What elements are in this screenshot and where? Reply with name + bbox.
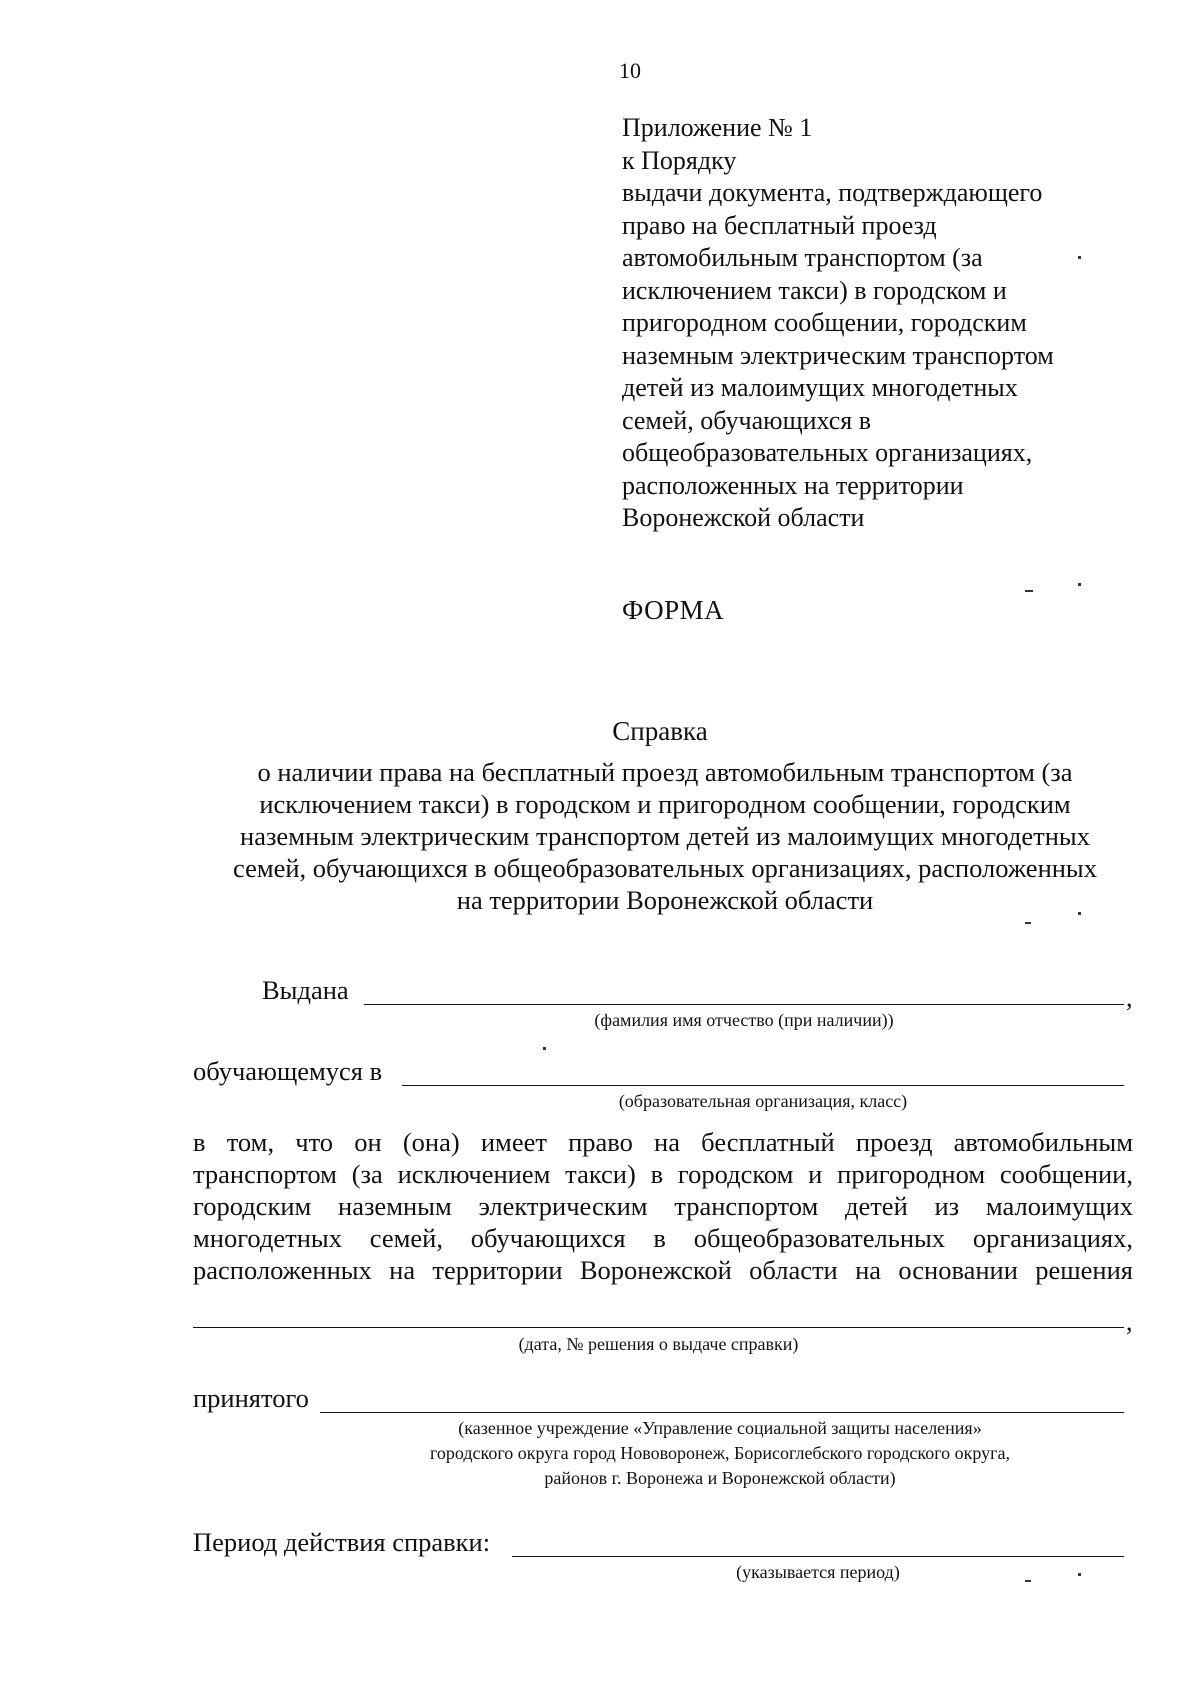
student-at-caption: (образовательная организация, класс) xyxy=(618,1091,908,1111)
page-number: 10 xyxy=(619,58,641,83)
issued-to-comma: , xyxy=(1126,983,1133,1012)
body-line: расположенных на территории Воронежской области на основании решения xyxy=(193,1255,1133,1285)
appendix-line: наземным электрическим транспортом xyxy=(622,340,1054,370)
subtitle-line: семей, обучающихся в общеобразовательных организациях, расположенных xyxy=(232,853,1097,883)
scan-speck xyxy=(1078,912,1081,915)
appendix-line: Приложение № 1 xyxy=(622,113,813,142)
appendix-line: выдачи документа, подтверждающего xyxy=(622,178,1043,207)
subtitle-line: наземным электрическим транспортом детей из малоимущих многодетных xyxy=(240,821,1090,851)
scan-speck xyxy=(1025,1580,1031,1582)
appendix-line: право на бесплатный проезд xyxy=(622,210,937,240)
body-line: в том, что он (она) имеет право на бесплатный проезд автомобильным xyxy=(193,1127,1133,1157)
issued-to-caption: (фамилия имя отчество (при наличии)) xyxy=(594,1010,894,1030)
subtitle-line: исключением такси) в городском и пригородном сообщении, городским xyxy=(259,789,1071,819)
appendix-header xyxy=(622,112,1142,535)
student-at-label: обучающемуся в xyxy=(193,1056,383,1086)
adopted-by-caption-line: районов г. Воронежа и Воронежской области) xyxy=(544,1468,896,1488)
scan-speck xyxy=(1078,1573,1081,1576)
adopted-by-line[interactable] xyxy=(320,1412,1124,1413)
scan-speck xyxy=(1078,256,1081,259)
appendix-line: к Порядку xyxy=(622,145,737,175)
body-line: многодетных семей, обучающихся в общеобразовательных организациях, xyxy=(193,1223,1133,1253)
decision-line[interactable] xyxy=(193,1327,1124,1328)
certificate-title: Справка xyxy=(612,716,708,746)
validity-label: Период действия справки: xyxy=(193,1527,491,1557)
appendix-line: пригородном сообщении, городским xyxy=(622,308,1027,337)
appendix-line: Воронежской области xyxy=(622,503,865,532)
adopted-by-caption-line: городского округа город Нововоронеж, Борисоглебского городского округа, xyxy=(429,1443,1011,1463)
appendix-line: автомобильным транспортом (за xyxy=(622,243,983,272)
issued-to-line[interactable] xyxy=(364,1004,1124,1005)
subtitle-line: на территории Воронежской области xyxy=(456,885,874,915)
adopted-by-caption-line: (казенное учреждение «Управление социальной защиты населения» xyxy=(458,1418,982,1438)
subtitle-line: о наличии права на бесплатный проезд автомобильным транспортом (за xyxy=(257,757,1073,787)
certificate-subtitle xyxy=(190,756,1140,916)
scan-speck xyxy=(1025,922,1031,924)
appendix-line: расположенных на территории xyxy=(622,470,964,500)
appendix-line: общеобразовательных организациях, xyxy=(622,438,1033,467)
issued-to-label: Выдана xyxy=(262,975,349,1005)
scan-speck xyxy=(1025,590,1033,592)
decision-comma: , xyxy=(1126,1307,1133,1336)
decision-caption: (дата, № решения о выдаче справки) xyxy=(518,1334,799,1354)
appendix-line: семей, обучающихся в xyxy=(622,405,872,435)
appendix-line: детей из малоимущих многодетных xyxy=(622,373,1018,402)
validity-line[interactable] xyxy=(512,1556,1124,1557)
appendix-line: исключением такси) в городском и xyxy=(622,275,1007,305)
body-text xyxy=(193,1126,1133,1286)
scan-speck xyxy=(1078,583,1081,586)
body-line: городским наземным электрическим транспортом детей из малоимущих xyxy=(193,1191,1133,1221)
form-label: ФОРМА xyxy=(622,595,725,625)
student-at-line[interactable] xyxy=(402,1085,1124,1086)
scan-speck xyxy=(543,1047,546,1050)
validity-caption: (указывается период) xyxy=(736,1562,900,1582)
body-line: транспортом (за исключением такси) в городском и пригородном сообщении, xyxy=(193,1159,1133,1189)
adopted-by-label: принятого xyxy=(193,1383,309,1413)
